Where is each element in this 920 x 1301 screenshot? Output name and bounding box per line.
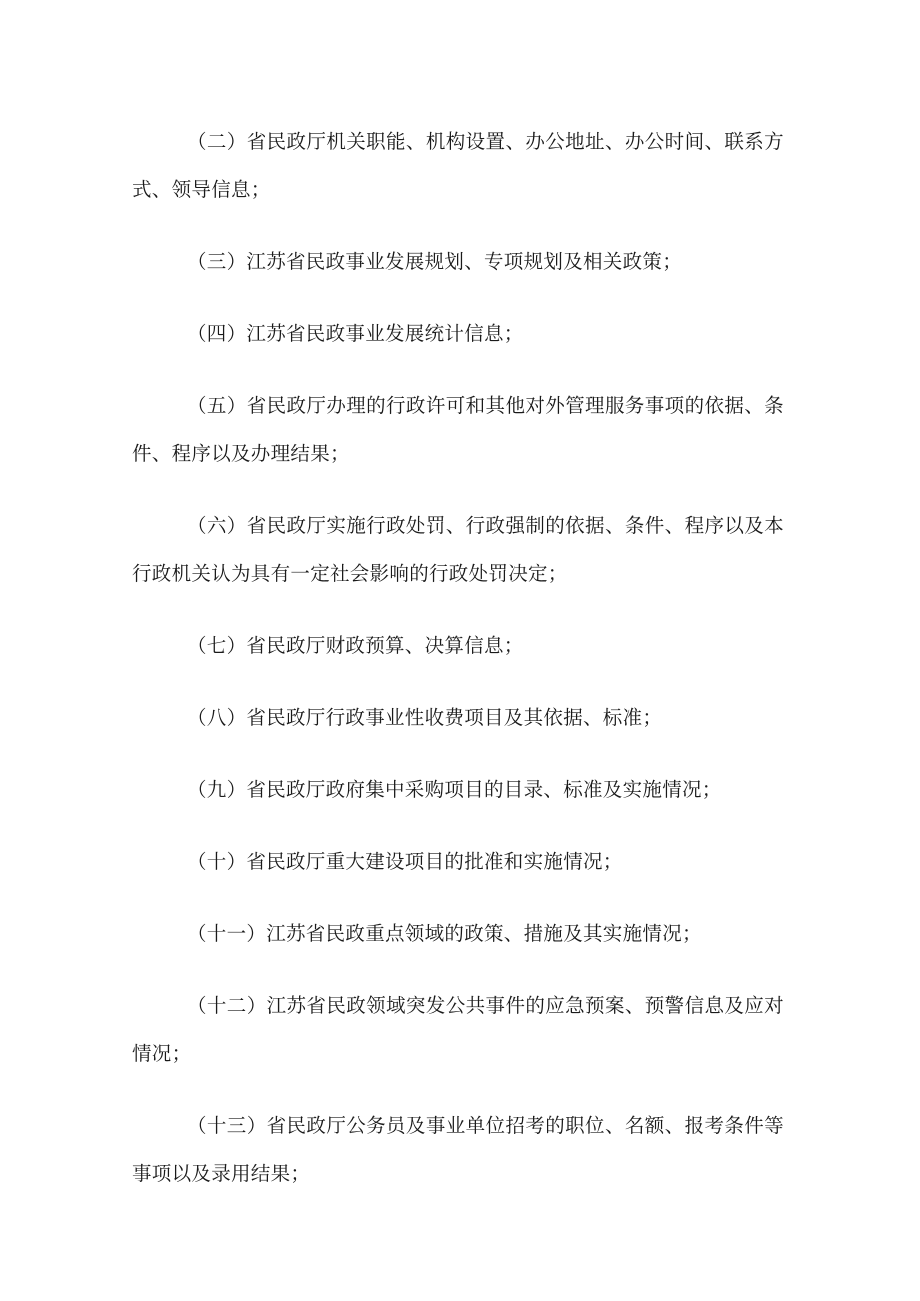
paragraph-item-8: （八）省民政厅行政事业性收费项目及其依据、标准； — [187, 706, 663, 729]
paragraph-item-4: （四）江苏省民政事业发展统计信息； — [187, 322, 524, 345]
paragraph-item-9: （九）省民政厅政府集中采购项目的目录、标准及实施情况； — [187, 778, 722, 801]
paragraph-item-5: （五）省民政厅办理的行政许可和其他对外管理服务事项的依据、条件、程序以及办理结果； — [132, 394, 784, 465]
paragraph-item-12: （十二）江苏省民政领域突发公共事件的应急预案、预警信息及应对情况； — [132, 994, 784, 1065]
paragraph-item-10: （十）省民政厅重大建设项目的批准和实施情况； — [187, 850, 623, 873]
paragraph-item-7: （七）省民政厅财政预算、决算信息； — [187, 634, 524, 657]
paragraph-item-2: （二）省民政厅机关职能、机构设置、办公地址、办公时间、联系方式、领导信息； — [132, 130, 784, 201]
paragraph-item-6: （六）省民政厅实施行政处罚、行政强制的依据、条件、程序以及本行政机关认为具有一定社会影响的行政处罚决定； — [132, 514, 784, 585]
paragraph-item-13: （十三）省民政厅公务员及事业单位招考的职位、名额、报考条件等事项以及录用结果； — [132, 1114, 784, 1185]
document-page — [132, 118, 784, 1222]
paragraph-item-3: （三）江苏省民政事业发展规划、专项规划及相关政策； — [187, 250, 683, 273]
paragraph-item-11: （十一）江苏省民政重点领域的政策、措施及其实施情况； — [187, 922, 702, 945]
